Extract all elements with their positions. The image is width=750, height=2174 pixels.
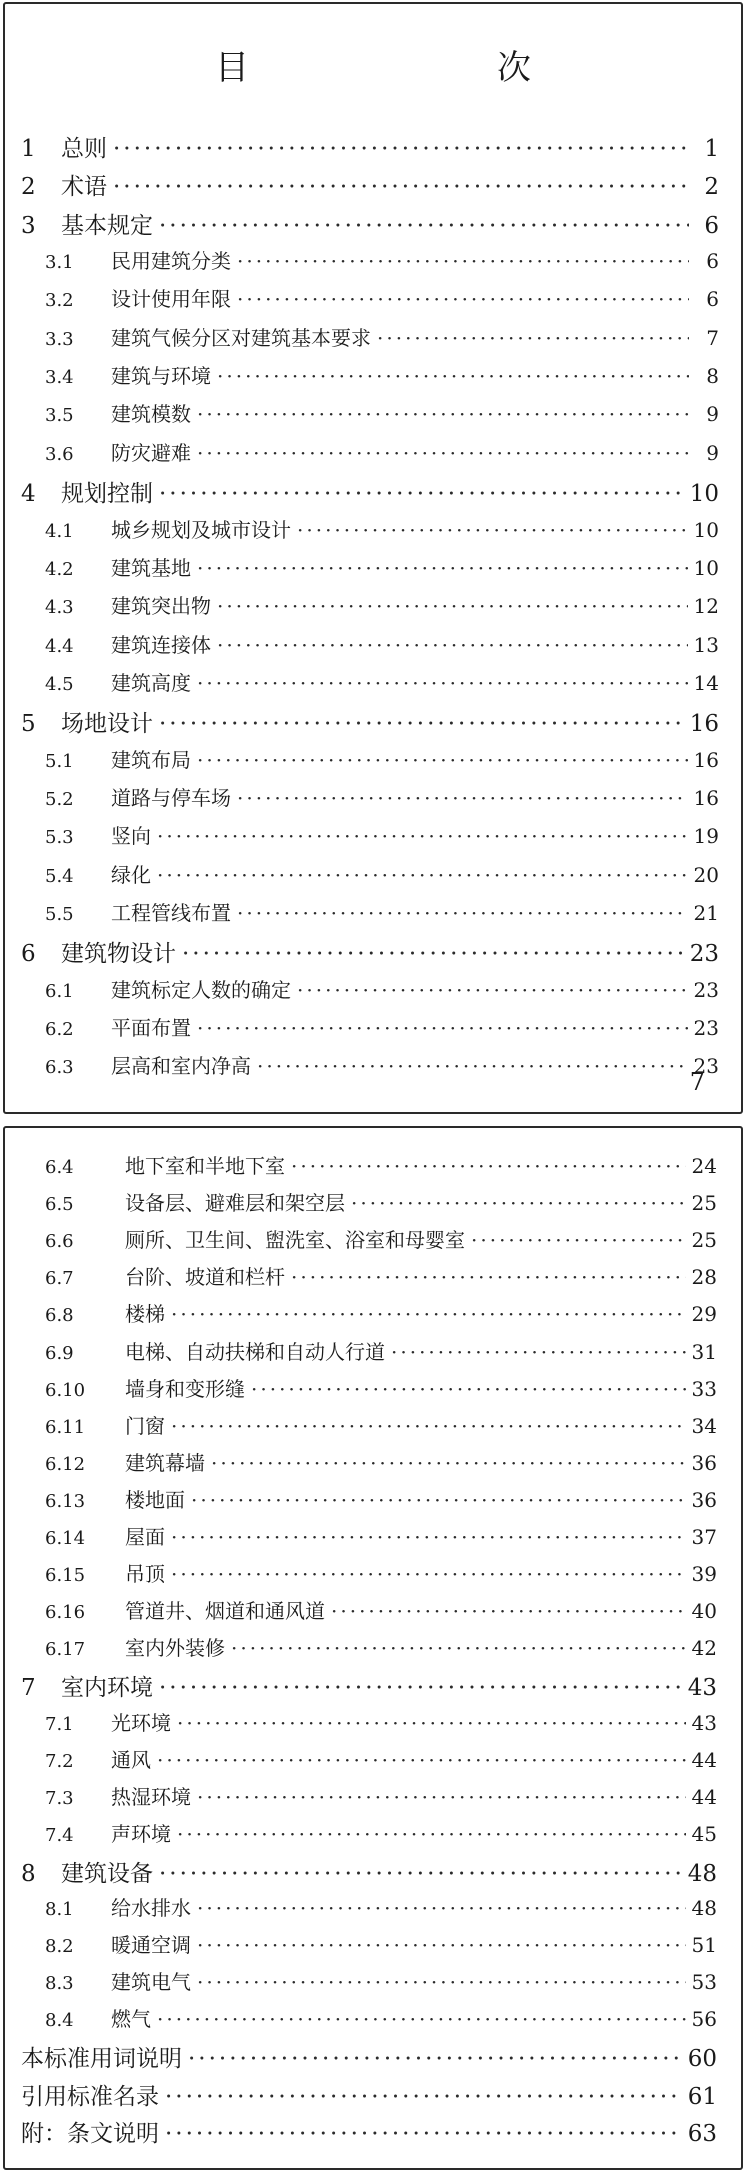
- toc-entry-number: 4.1: [45, 520, 74, 542]
- toc-entry-label: 建筑高度: [111, 670, 191, 695]
- toc-entry-page: 36: [691, 1450, 717, 1475]
- toc-entry[interactable]: [45, 1484, 717, 1513]
- toc-leader-dots: [188, 2046, 682, 2072]
- toc-leader-dots: [291, 1154, 686, 1178]
- toc-entry[interactable]: [21, 1669, 717, 1702]
- toc-entry-label: 总则: [61, 136, 107, 162]
- toc-entry-label: 层高和室内净高: [111, 1054, 251, 1079]
- toc-entry-page: 36: [691, 1487, 717, 1512]
- toc-leader-dots: [217, 633, 688, 657]
- toc-entry-number: 3: [21, 212, 36, 239]
- toc-entry-page: 6: [704, 212, 719, 239]
- toc-entry-number: 6.5: [45, 1194, 74, 1216]
- toc-leader-dots: [197, 671, 688, 695]
- toc-entry-page: 31: [691, 1339, 717, 1364]
- toc-entry-number: 8.4: [45, 2010, 74, 2032]
- toc-entry-label: 台阶、坡道和栏杆: [125, 1265, 285, 1290]
- toc-entry-label: 厕所、卫生间、盥洗室、浴室和母婴室: [125, 1228, 465, 1253]
- toc-entry-page: 8: [706, 364, 719, 389]
- toc-entry-label: 电梯、自动扶梯和自动人行道: [125, 1339, 385, 1364]
- toc-entry-number: 3.6: [45, 443, 74, 465]
- toc-entry-number: 6.9: [45, 1342, 74, 1364]
- toc-entry-page: 43: [687, 1675, 717, 1702]
- toc-entry[interactable]: [45, 820, 719, 849]
- toc-entry-page: 25: [691, 1191, 717, 1216]
- toc-entry-page: 34: [691, 1413, 717, 1438]
- toc-entry[interactable]: [45, 1521, 717, 1550]
- toc-entry-label: 门窗: [125, 1413, 165, 1438]
- toc-entry-page: 10: [693, 555, 719, 580]
- toc-leader-dots: [177, 1711, 686, 1735]
- toc-entry[interactable]: [45, 1632, 717, 1661]
- toc-entry-label: 防灾避难: [111, 440, 191, 465]
- toc-leader-dots: [237, 786, 688, 810]
- toc-entry-page: 19: [693, 824, 719, 849]
- toc-leader-dots: [197, 441, 689, 465]
- toc-entry-page: 7: [706, 325, 719, 350]
- toc-entry[interactable]: [45, 283, 719, 312]
- toc-entry-label: 附：条文说明: [21, 2120, 159, 2147]
- toc-leader-dots: [159, 1861, 682, 1887]
- toc-entry-page: 29: [691, 1302, 717, 1327]
- toc-entry-page: 24: [691, 1154, 717, 1178]
- toc-entry-page: 10: [689, 481, 719, 508]
- toc-leader-dots: [237, 287, 689, 311]
- toc-entry-page: 56: [691, 2007, 717, 2032]
- toc-entry-page: 44: [691, 1784, 717, 1809]
- toc-entry-number: 8: [21, 1860, 36, 1887]
- toc-leader-dots: [197, 1785, 686, 1809]
- toc-leader-dots: [171, 1414, 686, 1438]
- toc-entry-label: 场地设计: [61, 711, 153, 738]
- toc-entry[interactable]: [45, 552, 719, 581]
- toc-entry-label: 建筑标定人数的确定: [111, 977, 291, 1002]
- toc-entry-page: 23: [689, 941, 719, 968]
- toc-entry-number: 6.15: [45, 1565, 86, 1587]
- toc-entry-number: 6.17: [45, 1639, 86, 1661]
- toc-leader-dots: [197, 556, 688, 580]
- toc-entry-label: 墙身和变形缝: [125, 1376, 245, 1401]
- toc-entry-page: 61: [687, 2083, 717, 2110]
- toc-entry-number: 7.3: [45, 1787, 74, 1809]
- toc-entry-page: 42: [691, 1636, 717, 1661]
- toc-entry-number: 8.2: [45, 1936, 74, 1958]
- toc-entry[interactable]: [21, 2115, 717, 2148]
- toc-entry[interactable]: [45, 1187, 717, 1216]
- toc-entry-label: 楼地面: [125, 1487, 185, 1512]
- toc-entry[interactable]: [21, 2078, 717, 2111]
- toc-entry-page: 23: [693, 1016, 719, 1041]
- toc-leader-dots: [231, 1636, 686, 1660]
- toc-entry-page: 12: [693, 594, 719, 619]
- toc-entry[interactable]: [45, 360, 719, 389]
- toc-leader-dots: [113, 174, 689, 200]
- toc-entry-number: 5: [21, 711, 36, 738]
- toc-entry-page: 37: [691, 1525, 717, 1549]
- toc-entry[interactable]: [21, 168, 719, 201]
- toc-entry-number: 6: [21, 941, 36, 968]
- toc-entry[interactable]: [45, 1818, 717, 1847]
- toc-leader-dots: [159, 1675, 682, 1701]
- toc-entry-number: 3.3: [45, 328, 74, 350]
- toc-entry-page: 51: [691, 1933, 717, 1958]
- toc-leader-dots: [159, 481, 684, 507]
- toc-entry-page: 10: [693, 517, 719, 542]
- toc-leader-dots: [237, 249, 689, 273]
- toc-entry[interactable]: [45, 1410, 717, 1439]
- toc-entry[interactable]: [45, 398, 719, 427]
- toc-entry-label: 建筑气候分区对建筑基本要求: [111, 325, 371, 350]
- toc-entry-number: 5.1: [45, 750, 74, 772]
- toc-leader-dots: [197, 1896, 686, 1920]
- toc-entry[interactable]: [21, 935, 719, 968]
- toc-entry-label: 建筑布局: [111, 747, 191, 772]
- toc-entry-number: 4.4: [45, 635, 74, 657]
- toc-entry-label: 基本规定: [61, 212, 153, 239]
- toc-entry-label: 城乡规划及城市设计: [111, 517, 291, 542]
- toc-entry-page: 23: [693, 1054, 719, 1079]
- toc-entry-label: 建筑电气: [111, 1970, 191, 1995]
- page-number: 7: [689, 1068, 705, 1096]
- toc-leader-dots: [165, 2084, 682, 2110]
- toc-entry-number: 7: [21, 1675, 36, 1702]
- toc-entry-page: 9: [706, 440, 719, 465]
- toc-entry-number: 6.16: [45, 1602, 86, 1624]
- toc-entry-number: 6.14: [45, 1528, 86, 1549]
- toc-entry-page: 23: [693, 977, 719, 1002]
- toc-entry[interactable]: [45, 437, 719, 466]
- toc-entry-number: 5.2: [45, 788, 74, 810]
- toc-entry-page: 44: [691, 1747, 717, 1772]
- toc-entry[interactable]: [45, 1781, 717, 1810]
- toc-entry-page: 53: [691, 1970, 717, 1995]
- toc-entry-number: 6.10: [45, 1379, 86, 1401]
- toc-entry-number: 4.2: [45, 558, 74, 580]
- toc-leader-dots: [165, 2121, 682, 2147]
- toc-page-1: [3, 2, 743, 1114]
- toc-entry-label: 燃气: [111, 2007, 151, 2032]
- toc-entry[interactable]: [45, 667, 719, 696]
- toc-entry-page: 13: [693, 632, 719, 657]
- toc-entry-number: 6.1: [45, 980, 74, 1002]
- toc-entry-label: 建筑与环境: [111, 364, 211, 389]
- toc-entry-number: 7.2: [45, 1750, 74, 1772]
- toc-leader-dots: [291, 1265, 686, 1289]
- toc-leader-dots: [391, 1340, 686, 1364]
- toc-leader-dots: [217, 594, 688, 618]
- toc-entry-label: 通风: [111, 1747, 151, 1772]
- toc-entry-number: 4.5: [45, 673, 74, 695]
- toc-entry-label: 建筑设备: [61, 1860, 153, 1887]
- toc-entry[interactable]: [45, 322, 719, 351]
- toc-entry-page: 45: [691, 1821, 717, 1846]
- toc-entry-page: 9: [706, 402, 719, 427]
- toc-entry-page: 16: [693, 747, 719, 772]
- toc-entry-label: 暖通空调: [111, 1933, 191, 1958]
- toc-entry-page: 43: [691, 1710, 717, 1735]
- toc-entry[interactable]: [45, 629, 719, 658]
- toc-leader-dots: [197, 1016, 688, 1040]
- toc-leader-dots: [182, 941, 684, 967]
- toc-entry[interactable]: [21, 475, 719, 508]
- toc-entry-page: 1: [704, 136, 719, 162]
- toc-entry[interactable]: [45, 744, 719, 773]
- toc-entry[interactable]: [45, 1336, 717, 1365]
- toc-entry[interactable]: [45, 1558, 717, 1587]
- toc-entry[interactable]: [45, 1261, 717, 1290]
- toc-entry-page: 40: [691, 1599, 717, 1624]
- toc-entry-page: 25: [691, 1228, 717, 1253]
- toc-entry-label: 建筑模数: [111, 402, 191, 427]
- toc-entry-number: 5.4: [45, 865, 74, 887]
- toc-leader-dots: [197, 748, 688, 772]
- toc-entry-label: 建筑连接体: [111, 632, 211, 657]
- toc-entry[interactable]: [45, 1744, 717, 1773]
- toc-entry-label: 吊顶: [125, 1562, 165, 1587]
- toc-entry[interactable]: [45, 1050, 719, 1079]
- toc-entry-number: 5.3: [45, 827, 74, 849]
- toc-entry-page: 39: [691, 1562, 717, 1587]
- toc-leader-dots: [251, 1377, 686, 1401]
- toc-entry[interactable]: [45, 1595, 717, 1624]
- toc-entry[interactable]: [45, 1012, 719, 1041]
- toc-entry-label: 规划控制: [61, 481, 153, 508]
- toc-entry-label: 平面布置: [111, 1016, 191, 1041]
- toc-leader-dots: [217, 364, 689, 388]
- toc-entry-number: 3.1: [45, 252, 74, 274]
- toc-entry-number: 7.4: [45, 1824, 74, 1846]
- toc-leader-dots: [197, 1933, 686, 1957]
- toc-entry-label: 屋面: [125, 1525, 165, 1549]
- toc-entry-number: 6.11: [45, 1416, 86, 1438]
- toc-entry[interactable]: [45, 1707, 717, 1736]
- toc-entry-label: 绿化: [111, 862, 151, 887]
- toc-entry-label: 建筑物设计: [61, 941, 176, 968]
- toc-leader-dots: [257, 1054, 688, 1078]
- toc-leader-dots: [157, 1748, 686, 1772]
- toc-entry[interactable]: [45, 1150, 717, 1179]
- toc-entry[interactable]: [45, 859, 719, 888]
- toc-entry-number: 1: [21, 136, 36, 162]
- toc-entry-label: 道路与停车场: [111, 785, 231, 810]
- toc-entry-number: 6.2: [45, 1019, 74, 1041]
- toc-entry[interactable]: [21, 1855, 717, 1888]
- toc-entry-page: 48: [691, 1896, 717, 1920]
- toc-entry-page: 21: [693, 901, 719, 925]
- toc-entry-number: 6.8: [45, 1305, 74, 1327]
- toc-entry-label: 民用建筑分类: [111, 249, 231, 274]
- toc-entry-page: 6: [706, 287, 719, 312]
- toc-entry[interactable]: [45, 590, 719, 619]
- toc-entry-number: 4: [21, 481, 36, 508]
- toc-entry-page: 48: [687, 1860, 717, 1887]
- toc-entry-number: 6.6: [45, 1231, 74, 1253]
- toc-entry-page: 20: [693, 862, 719, 887]
- toc-entry-page: 63: [687, 2120, 717, 2147]
- toc-leader-dots: [157, 2007, 686, 2031]
- toc-entry-label: 工程管线布置: [111, 901, 231, 925]
- toc-entry[interactable]: [45, 245, 719, 274]
- toc-leader-dots: [351, 1191, 686, 1215]
- toc-entry[interactable]: [45, 1966, 717, 1995]
- toc-entry[interactable]: [45, 897, 719, 926]
- toc-entry-label: 热湿环境: [111, 1784, 191, 1809]
- toc-entry-number: 6.13: [45, 1490, 86, 1512]
- toc-entry-label: 楼梯: [125, 1302, 165, 1327]
- toc-entry[interactable]: [45, 1224, 717, 1253]
- toc-entry-page: 60: [687, 2046, 717, 2073]
- toc-entry-label: 设计使用年限: [111, 287, 231, 312]
- toc-entry-page: 28: [691, 1265, 717, 1290]
- toc-entry-page: 33: [691, 1376, 717, 1401]
- toc-leader-dots: [171, 1302, 686, 1326]
- toc-entry[interactable]: [21, 130, 719, 163]
- toc-leader-dots: [471, 1228, 686, 1252]
- toc-entry[interactable]: [45, 974, 719, 1003]
- toc-leader-dots: [297, 518, 688, 542]
- toc-entry-label: 设备层、避难层和架空层: [125, 1191, 345, 1216]
- toc-leader-dots: [159, 711, 684, 737]
- toc-leader-dots: [157, 863, 688, 887]
- toc-leader-dots: [211, 1451, 686, 1475]
- toc-entry-label: 术语: [61, 174, 107, 201]
- toc-entry-page: 16: [693, 785, 719, 810]
- toc-entry-page: 6: [706, 249, 719, 274]
- toc-entry-number: 6.12: [45, 1453, 86, 1475]
- toc-entry-number: 4.3: [45, 597, 74, 619]
- toc-leader-dots: [159, 213, 689, 239]
- toc-leader-dots: [113, 136, 689, 162]
- toc-entry-label: 地下室和半地下室: [125, 1154, 285, 1178]
- toc-entry[interactable]: [45, 1929, 717, 1958]
- toc-entry-label: 本标准用词说明: [21, 2046, 182, 2073]
- toc-title: 目 次: [215, 48, 591, 88]
- toc-leader-dots: [171, 1525, 686, 1549]
- toc-entry[interactable]: [45, 2003, 717, 2032]
- toc-leader-dots: [177, 1822, 686, 1846]
- toc-leader-dots: [171, 1562, 686, 1586]
- toc-entry-number: 8.1: [45, 1899, 74, 1920]
- toc-entry-page: 2: [704, 174, 719, 201]
- toc-entry-label: 建筑基地: [111, 555, 191, 580]
- toc-entry-number: 3.5: [45, 405, 74, 427]
- toc-entry-number: 7.1: [45, 1713, 74, 1735]
- toc-entry-label: 声环境: [111, 1821, 171, 1846]
- toc-entry[interactable]: [21, 705, 719, 738]
- toc-leader-dots: [197, 1970, 686, 1994]
- toc-leader-dots: [157, 824, 688, 848]
- toc-entry[interactable]: [45, 1298, 717, 1327]
- toc-entry-label: 管道井、烟道和通风道: [125, 1599, 325, 1624]
- toc-entry-number: 3.4: [45, 367, 74, 389]
- toc-entry[interactable]: [45, 514, 719, 543]
- toc-entry-page: 16: [689, 711, 719, 738]
- toc-entry-label: 室内环境: [61, 1675, 153, 1702]
- toc-entry-number: 3.2: [45, 290, 74, 312]
- toc-page-2: [3, 1126, 743, 2170]
- toc-leader-dots: [331, 1599, 686, 1623]
- toc-leader-dots: [377, 326, 689, 350]
- toc-entry-label: 光环境: [111, 1710, 171, 1735]
- toc-leader-dots: [297, 978, 688, 1002]
- toc-entry-label: 建筑幕墙: [125, 1450, 205, 1475]
- toc-entry[interactable]: [45, 1373, 717, 1402]
- toc-entry-number: 2: [21, 174, 36, 201]
- toc-leader-dots: [237, 901, 688, 925]
- toc-entry-page: 14: [693, 670, 719, 695]
- toc-entry-label: 室内外装修: [125, 1636, 225, 1661]
- toc-entry-number: 5.5: [45, 904, 74, 925]
- toc-entry[interactable]: [21, 207, 719, 240]
- toc-entry-number: 6.7: [45, 1268, 74, 1290]
- toc-entry-number: 8.3: [45, 1973, 74, 1995]
- toc-entry[interactable]: [45, 1447, 717, 1476]
- toc-entry[interactable]: [45, 782, 719, 811]
- toc-entry-number: 6.3: [45, 1057, 74, 1079]
- toc-leader-dots: [197, 402, 689, 426]
- toc-entry[interactable]: [21, 2040, 717, 2073]
- toc-entry-label: 建筑突出物: [111, 594, 211, 619]
- toc-entry-number: 6.4: [45, 1157, 74, 1178]
- toc-entry-label: 给水排水: [111, 1896, 191, 1920]
- toc-entry[interactable]: [45, 1892, 717, 1921]
- toc-entry-label: 引用标准名录: [21, 2083, 159, 2110]
- toc-entry-label: 竖向: [111, 824, 151, 849]
- toc-leader-dots: [191, 1488, 686, 1512]
